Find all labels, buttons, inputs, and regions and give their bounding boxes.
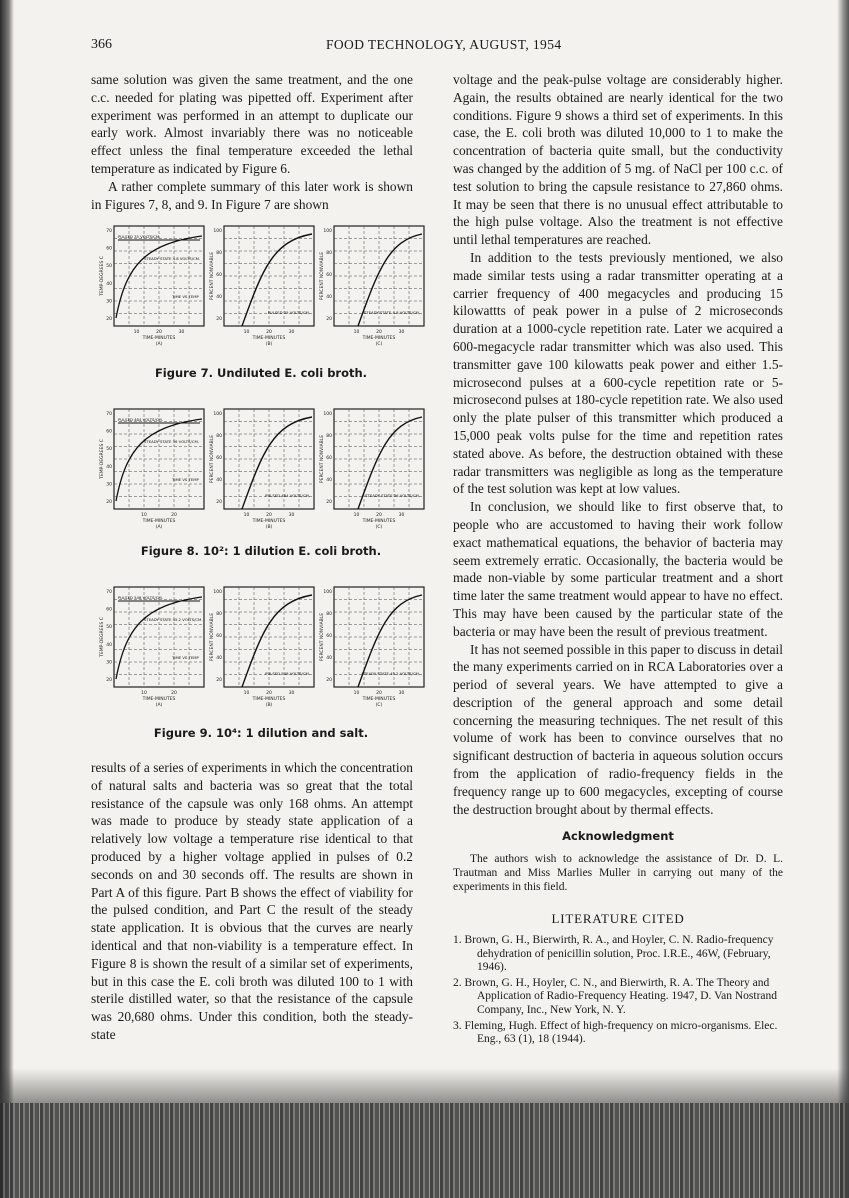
y-tick-label: 40 — [106, 642, 112, 648]
paragraph: voltage and the peak-pulse voltage are considerably higher. Again, the results obtained are nearly identical for the two conditions. Figure 9 shows a third set of experiments. In this case, the E. coli broth was diluted 10,000 to 1 to make the concentration of bacteria quite small, but the conductivity was changed by the addition of 5 mg. of NaCl per 100 c.c. of test solution to bring the capsule resistance to 27,860 ohms. It may be seen that there is no unusual effect attributable to the high pulse voltage. Also the treatment is not effective until lethal temperatures are reached. — [453, 72, 783, 248]
y-tick-label: 40 — [326, 478, 332, 483]
acknowledgment-heading: Acknowledgment — [562, 829, 674, 844]
x-tick-label: 30 — [178, 330, 185, 335]
y-tick-label: 40 — [216, 656, 222, 661]
figure-7-caption: Figure 7. Undiluted E. coli broth. — [154, 366, 368, 380]
literature-heading: LITERATURE CITED — [551, 911, 685, 927]
curve-label: STEADY STATE 4.8 VOLTS/CM. — [144, 256, 201, 261]
panel-sublabel: (B) — [265, 525, 273, 530]
x-tick-label: 10 — [243, 513, 250, 518]
running-head: FOOD TECHNOLOGY, AUGUST, 1954 — [326, 37, 562, 52]
x-tick-label: 30 — [288, 691, 295, 696]
x-axis-label: TIME-MINUTES — [142, 697, 176, 702]
panel-b — [209, 226, 314, 347]
x-axis-label: TIME-MINUTES — [252, 519, 286, 524]
x-tick-label: 10 — [243, 691, 250, 696]
figure-9-caption: Figure 9. 10⁴: 1 dilution and salt. — [153, 726, 369, 740]
paragraph: In addition to the tests previously mentioned, we also made similar tests using a radar transmitter operating at a carrier frequency of 400 megacycles and producing 15 kilowattts of peak power in a pulse of 2 microseconds duration at a 1000-cycle repetition rate. Later we acquired a 600-megacycle radar transmitter which was also used. This transmitter gave 100 kilowatts peak power and either 1.5-microsecond pulses at a 600-cycle repetition rate or 5-microsecond pulses at 180-cycle repetition rate. We also used only the plate pulser of this transmitter which produced a 15,000 peak volts pulse for the time and repetition rates stated above. As before, the destruction obtained with these radar transmitters was negligible as long as the temperature of the test solution was kept at low values. — [453, 249, 783, 497]
figure-8 — [96, 405, 430, 540]
y-tick-label: 20 — [106, 317, 112, 322]
x-tick-label: 20 — [376, 330, 382, 335]
panel-sublabel: (A) — [155, 342, 163, 347]
panel-c — [319, 409, 424, 530]
y-tick-label: 40 — [106, 464, 112, 470]
x-axis-label: TIME-MINUTES — [142, 336, 176, 341]
reference-1: 1. Brown, G. H., Bierwirth, R. A., and Hoyler, C. N. Radio-frequency dehydration of penicillin solution, Proc. I.R.E., 46W, (February, 1946). — [453, 934, 774, 974]
x-tick-label: 20 — [266, 330, 272, 335]
panel-sublabel: (A) — [155, 525, 163, 530]
curve-label: PULSED 548 VOLTS/CM. — [118, 595, 163, 600]
y-tick-label: 60 — [326, 273, 332, 278]
y-tick-label: 100 — [213, 412, 222, 417]
y-tick-label: 80 — [326, 612, 332, 617]
y-tick-label: 60 — [326, 634, 332, 639]
y-axis-label: PERCENT NONVIABLE — [210, 251, 215, 301]
y-tick-label: 80 — [216, 612, 222, 617]
y-tick-label: 100 — [323, 229, 332, 234]
y-tick-label: 30 — [106, 482, 112, 488]
y-axis-label: PERCENT NONVIABLE — [320, 612, 325, 662]
x-tick-label: 20 — [156, 330, 162, 335]
y-tick-label: 50 — [106, 264, 112, 270]
y-axis-label: TEMP-DEGREES C — [100, 617, 105, 657]
y-tick-label: 70 — [106, 590, 112, 595]
x-tick-label: 10 — [353, 513, 360, 518]
curve-label: TIME VS TEMP — [172, 655, 199, 660]
figure-8-panels — [96, 405, 430, 540]
y-tick-label: 60 — [216, 456, 222, 461]
x-tick-label: 20 — [376, 691, 382, 696]
x-tick-label: 10 — [141, 513, 147, 518]
acknowledgment-text: The authors wish to acknowledge the assistance of Dr. D. L. Trautman and Miss Marlies Muller in carrying out many of the experiments in this field. — [453, 853, 783, 894]
y-axis-label: PERCENT NONVIABLE — [210, 612, 215, 662]
panel-c — [319, 587, 424, 708]
panel-sublabel: (C) — [375, 703, 383, 708]
y-tick-label: 80 — [326, 434, 332, 439]
y-tick-label: 60 — [106, 246, 112, 252]
y-tick-label: 40 — [326, 656, 332, 661]
curve-label: STEADY STATE 4.8 VOLTS/CM. — [363, 310, 420, 315]
paragraph: A rather complete summary of this later work is shown in Figures 7, 8, and 9. In Figure 7 are shown — [91, 178, 413, 212]
figure-9-panels — [96, 583, 430, 718]
y-tick-label: 60 — [106, 429, 112, 435]
y-tick-label: 100 — [323, 590, 332, 595]
y-tick-label: 60 — [326, 456, 332, 461]
y-tick-label: 100 — [323, 412, 332, 417]
y-axis-label: PERCENT NONVIABLE — [320, 251, 325, 301]
y-tick-label: 40 — [216, 478, 222, 483]
paragraph: In conclusion, we should like to first observe that, to people who are accustomed to having their work follow exact mathematical equations, the behavior of bacteria may seem extremely erratic. Occasionally, the bacteria would be made non-viable by some particular treatment and a short time later the same treatment would appear to have no effect. This may have been caused by the particular state of the bacteria or may have been the result of previous treatment. — [453, 499, 783, 639]
y-tick-label: 20 — [106, 678, 112, 683]
x-tick-label: 10 — [141, 691, 147, 696]
y-tick-label: 20 — [326, 317, 332, 322]
x-axis-label: TIME-MINUTES — [252, 697, 286, 702]
y-tick-label: 20 — [106, 500, 112, 505]
x-tick-label: 10 — [243, 330, 250, 335]
x-tick-label: 30 — [398, 330, 405, 335]
y-tick-label: 60 — [106, 607, 112, 613]
curve-label: PULSED 35 VOLTS/CM. — [267, 310, 310, 315]
panel-sublabel: (B) — [265, 703, 273, 708]
curve-label: STEADY STATE 45.2 VOLTS/CM. — [144, 617, 203, 622]
y-tick-label: 30 — [106, 299, 112, 305]
x-tick-label: 10 — [353, 330, 360, 335]
scan-edge-right — [837, 0, 849, 1198]
panel-sublabel: (C) — [375, 525, 383, 530]
y-tick-label: 70 — [106, 412, 112, 417]
curve-label: PULSED 484 VOLTS/CM. — [118, 417, 163, 422]
panel-b — [209, 409, 314, 530]
panel-b — [209, 587, 314, 708]
y-tick-label: 20 — [216, 317, 222, 322]
right-column — [453, 71, 783, 1049]
y-tick-label: 60 — [216, 634, 222, 639]
x-tick-label: 10 — [133, 330, 140, 335]
y-axis-label: TEMP-DEGREES C — [100, 439, 105, 479]
x-axis-label: TIME-MINUTES — [362, 519, 396, 524]
x-tick-label: 30 — [398, 691, 405, 696]
x-tick-label: 20 — [171, 513, 177, 518]
y-tick-label: 40 — [216, 295, 222, 300]
x-tick-label: 30 — [288, 513, 295, 518]
panel-a — [99, 226, 204, 347]
left-column-top — [91, 71, 413, 213]
y-tick-label: 20 — [326, 678, 332, 683]
y-tick-label: 50 — [106, 447, 112, 453]
scan-edge-bottom — [0, 1103, 849, 1198]
x-axis-label: TIME-MINUTES — [362, 336, 396, 341]
x-tick-label: 30 — [288, 330, 295, 335]
paragraph: same solution was given the same treatment, and the one c.c. needed for plating was pipetted off. Experiment after experiment was performed in an attempt to duplicate our early work. Almost invariably there was no noticeable effect unless the final temperature exceeded the lethal temperature as indicated by Figure 6. — [91, 72, 413, 176]
scan-edge-bottom-fade — [0, 1068, 849, 1103]
curve-label: TIME VS TEMP — [172, 294, 199, 299]
y-tick-label: 70 — [106, 229, 112, 234]
panel-sublabel: (A) — [155, 703, 163, 708]
curve-label: STEADY STATE 36 VOLTS/CM. — [365, 493, 420, 498]
y-tick-label: 50 — [106, 625, 112, 631]
paragraph: results of a series of experiments in which the concentration of natural salts and bacteria was so great that the total resistance of the capsule was only 168 ohms. An attempt was made to produce by steady state application of a relatively low voltage a temperature rise identical to that produced by a higher voltage applied in pulses of 0.2 seconds on and 30 seconds off. The results are shown in Part A of this figure. Part B shows the effect of viability for the pulsed condition, and Part C the result of the steady state application. It is obvious that the curves are nearly identical and that non-viability is a temperature effect. In Figure 8 is shown the result of a similar set of experiments, but in this case the E. coli broth was diluted 100 to 1 with sterile distilled water, so that the resistance of the capsule was 20,680 ohms. Under this condition, both the steady-state — [91, 760, 413, 1042]
panel-c — [319, 226, 424, 347]
y-tick-label: 80 — [326, 251, 332, 256]
reference-3: 3. Fleming, Hugh. Effect of high-frequency on micro-organisms. Elec. Eng., 63 (1), 18 (1944). — [453, 1019, 778, 1046]
y-axis-label: TEMP-DEGREES C — [100, 256, 105, 296]
y-tick-label: 100 — [213, 590, 222, 595]
curve-label: STEADY STATE 45.2 VOLTS/CM. — [361, 671, 420, 676]
curve-label: STEADY STATE 36 VOLTS/CM. — [144, 439, 199, 444]
curve-label: PULSED 35 VOLTS/CM. — [118, 234, 161, 239]
x-tick-label: 20 — [266, 691, 272, 696]
left-column-bottom — [91, 759, 413, 1044]
y-tick-label: 80 — [216, 251, 222, 256]
y-tick-label: 30 — [106, 660, 112, 666]
panel-sublabel: (B) — [265, 342, 273, 347]
x-tick-label: 20 — [171, 691, 177, 696]
scan-edge-left — [0, 0, 14, 1198]
x-tick-label: 10 — [353, 691, 360, 696]
y-tick-label: 20 — [216, 500, 222, 505]
figure-7 — [96, 222, 430, 362]
page-number: 366 — [91, 37, 112, 52]
x-tick-label: 20 — [266, 513, 272, 518]
x-axis-label: TIME-MINUTES — [362, 697, 396, 702]
y-tick-label: 60 — [216, 273, 222, 278]
curve-label: PULSED 548 VOLTS/CM. — [265, 671, 310, 676]
figure-9 — [96, 583, 430, 718]
y-tick-label: 80 — [216, 434, 222, 439]
y-axis-label: PERCENT NONVIABLE — [320, 434, 325, 484]
reference-2: 2. Brown, G. H., Hoyler, C. N., and Bierwirth, R. A. The Theory and Application of Radio-Frequency Heating. 1947, D. Van Nostrand Company, Inc., New York, N. Y. — [453, 976, 778, 1017]
panel-a — [99, 587, 204, 708]
y-tick-label: 100 — [213, 229, 222, 234]
x-axis-label: TIME-MINUTES — [142, 519, 176, 524]
y-tick-label: 20 — [326, 500, 332, 505]
curve-label: PULSED 484 VOLTS/CM. — [265, 493, 310, 498]
y-tick-label: 20 — [216, 678, 222, 683]
y-tick-label: 40 — [326, 295, 332, 300]
y-tick-label: 40 — [106, 281, 112, 287]
x-axis-label: TIME-MINUTES — [252, 336, 286, 341]
figure-8-caption: Figure 8. 10²: 1 dilution E. coli broth. — [140, 544, 382, 558]
curve-label: TIME VS TEMP — [172, 477, 199, 482]
figure-7-panels — [96, 222, 430, 362]
panel-sublabel: (C) — [375, 342, 383, 347]
x-tick-label: 20 — [376, 513, 382, 518]
paragraph: It has not seemed possible in this paper to discuss in detail the many experiments carried on in RCA Laboratories over a period of several years. We have attempted to give a description of the general approach and some detail concerning the measuring techniques. The net result of this volume of work has been to convince ourselves that no significant destruction of bacteria in aqueous solution occurs from the application of radio-frequency fields in the frequency range up to 600 megacycles, excepting of course the destruction brought about by thermal effects. — [453, 641, 783, 817]
x-tick-label: 30 — [398, 513, 405, 518]
y-axis-label: PERCENT NONVIABLE — [210, 434, 215, 484]
panel-a — [99, 409, 204, 530]
